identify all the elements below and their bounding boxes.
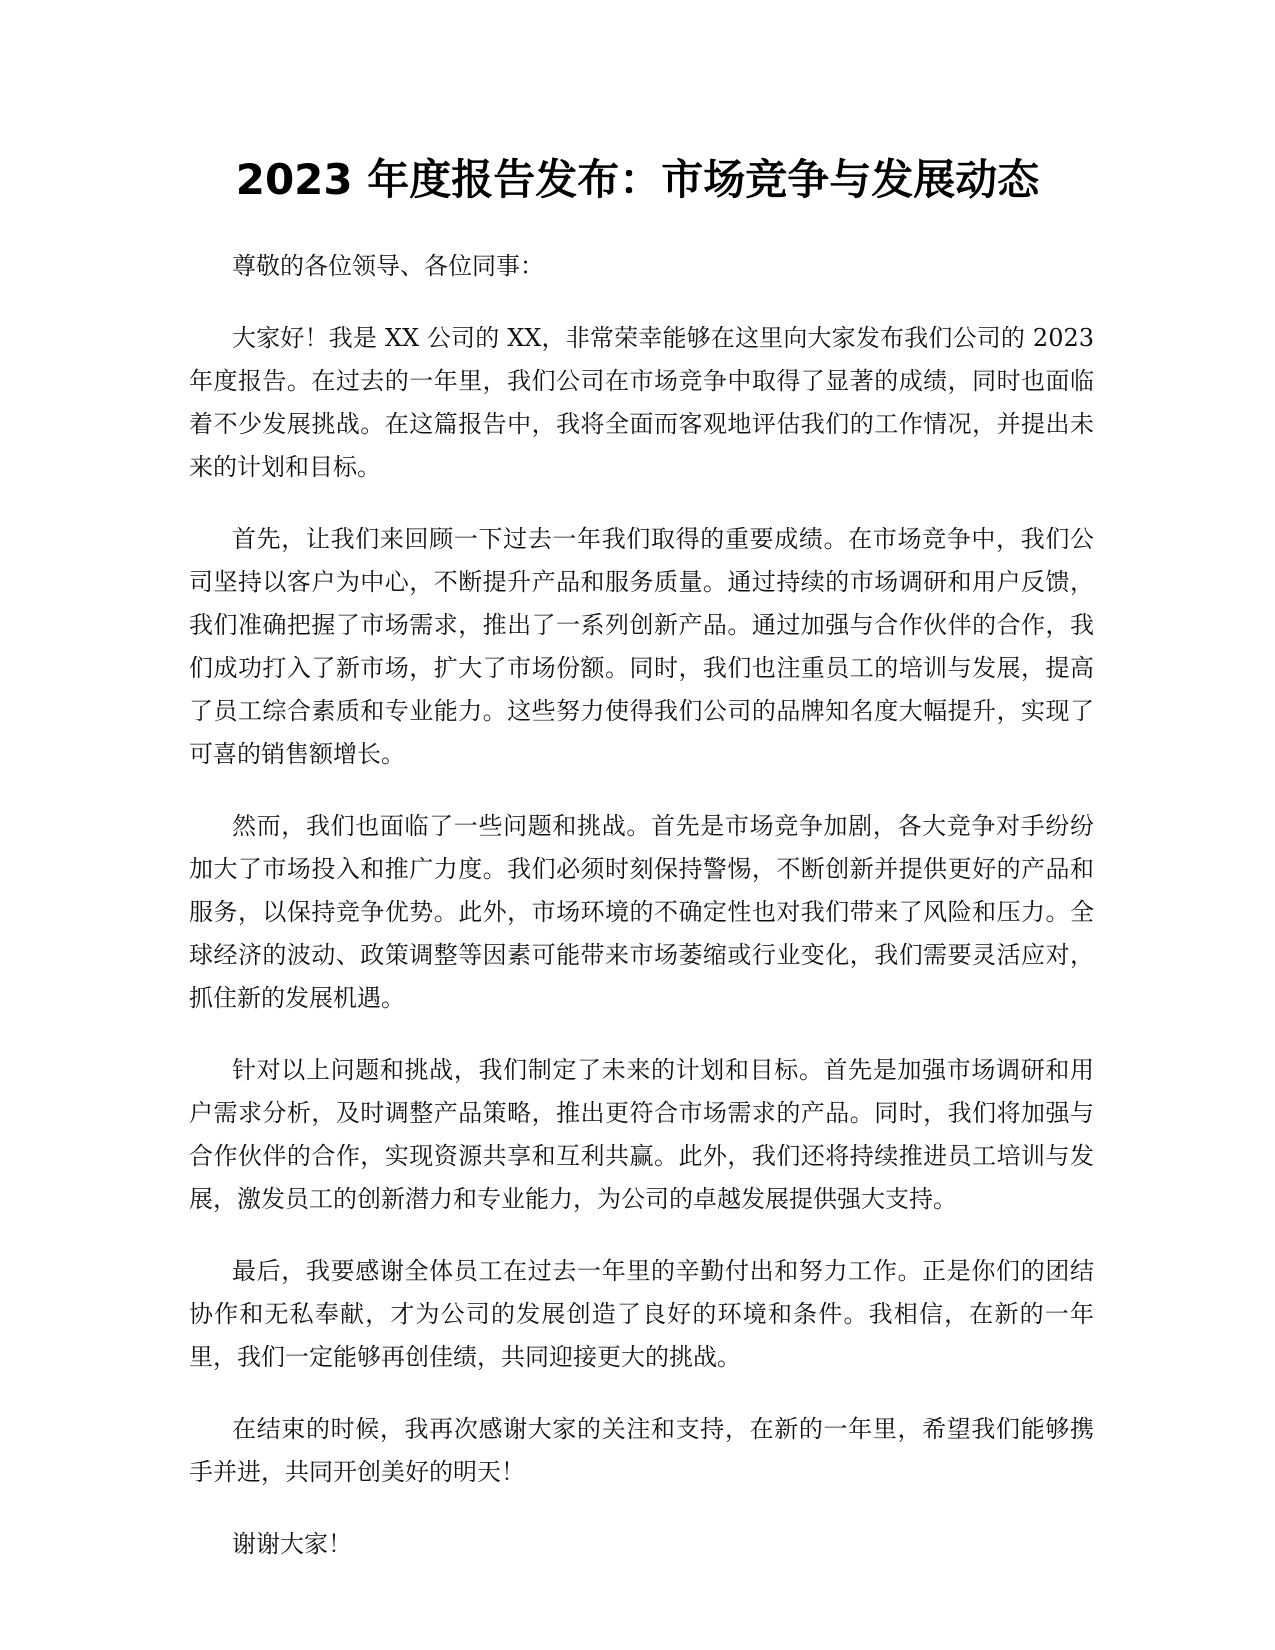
paragraph-challenges: 然而，我们也面临了一些问题和挑战。首先是市场竞争加剧，各大竞争对手纷纷加大了市场投入和推广力度。我们必须时刻保持警惕，不断创新并提供更好的产品和服务，以保持竞争优势。此外，市场环境的不确定性也对我们带来了风险和压力。全球经济的波动、政策调整等因素可能带来市场萎缩或行业变化，我们需要灵活应对，抓住新的发展机遇。 (189, 812, 1094, 1012)
salutation: 尊敬的各位领导、各位同事： (232, 252, 544, 280)
paragraph-intro: 大家好！我是 XX 公司的 XX，非常荣幸能够在这里向大家发布我们公司的 2023 年度报告。在过去的一年里，我们公司在市场竞争中取得了显著的成绩，同时也面临着不少发展挑战。在这篇报告中，我将全面而客观地评估我们的工作情况，并提出未来的计划和目标。 (189, 324, 1094, 481)
paragraph-thanks: 最后，我要感谢全体员工在过去一年里的辛勤付出和努力工作。正是你们的团结协作和无私奉献，才为公司的发展创造了良好的环境和条件。我相信，在新的一年里，我们一定能够再创佳绩，共同迎接更大的挑战。 (189, 1257, 1094, 1371)
document-title: 2023 年度报告发布：市场竞争与发展动态 (235, 155, 1040, 204)
document-body (189, 245, 1094, 1566)
paragraph-plans: 针对以上问题和挑战，我们制定了未来的计划和目标。首先是加强市场调研和用户需求分析，及时调整产品策略，推出更符合市场需求的产品。同时，我们将加强与合作伙伴的合作，实现资源共享和互利共赢。此外，我们还将持续推进员工培训与发展，激发员工的创新潜力和专业能力，为公司的卓越发展提供强大支持。 (189, 1056, 1094, 1213)
paragraph-achievements: 首先，让我们来回顾一下过去一年我们取得的重要成绩。在市场竞争中，我们公司坚持以客户为中心，不断提升产品和服务质量。通过持续的市场调研和用户反馈，我们准确把握了市场需求，推出了一系列创新产品。通过加强与合作伙伴的合作，我们成功打入了新市场，扩大了市场份额。同时，我们也注重员工的培训与发展，提高了员工综合素质和专业能力。这些努力使得我们公司的品牌知名度大幅提升，实现了可喜的销售额增长。 (189, 525, 1094, 768)
paragraph-conclusion: 在结束的时候，我再次感谢大家的关注和支持，在新的一年里，希望我们能够携手并进，共同开创美好的明天！ (189, 1415, 1094, 1486)
closing: 谢谢大家！ (232, 1530, 352, 1558)
